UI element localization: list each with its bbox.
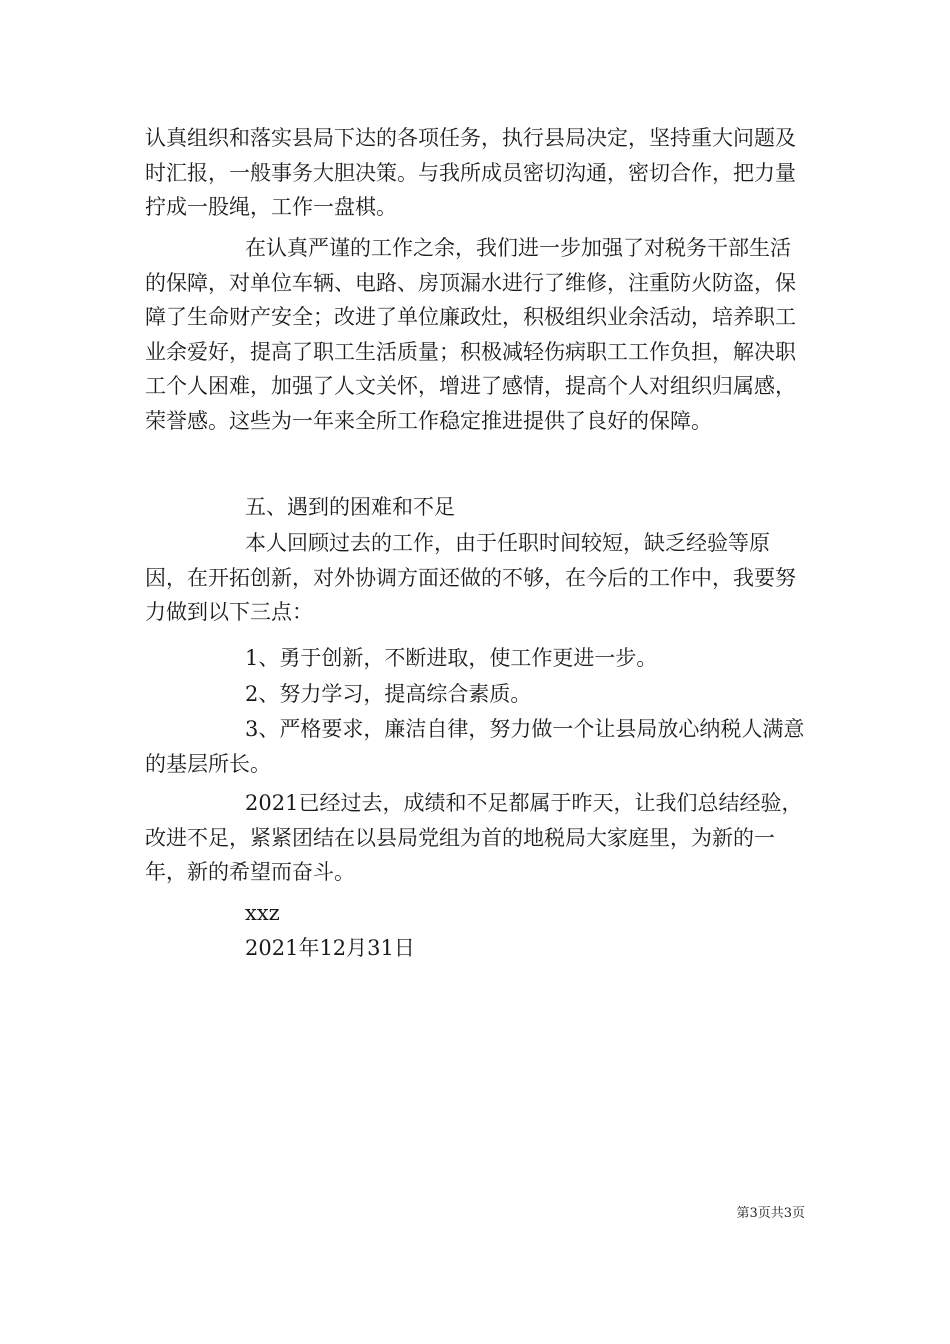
paragraph-closing: 2021已经过去，成绩和不足都属于昨天，让我们总结经验，改进不足，紧紧团结在以县局党组为首的地税局大家庭里，为新的一年，新的希望而奋斗。 [145, 791, 803, 884]
list-item-study: 2、努力学习，提高综合素质。 [245, 682, 532, 706]
paragraph-tasks: 认真组织和落实县局下达的各项任务，执行县局决定，坚持重大问题及时汇报，一般事务大胆决策。与我所成员密切沟通，密切合作，把力量拧成一股绳，工作一盘棋。 [145, 126, 796, 219]
paragraph-review: 本人回顾过去的工作，由于任职时间较短，缺乏经验等原因，在开拓创新，对外协调方面还做的不够，在今后的工作中，我要努力做到以下三点： [145, 531, 796, 624]
page-number-footer: 第3页共3页 [736, 1206, 805, 1221]
list-item-innovate: 1、勇于创新，不断进取，使工作更进一步。 [245, 646, 658, 670]
paragraph-staff-welfare: 在认真严谨的工作之余，我们进一步加强了对税务干部生活的保障，对单位车辆、电路、房顶漏水进行了维修，注重防火防盗，保障了生命财产安全；改进了单位廉政灶，积极组织业余活动，培养职工业余爱好，提高了职工生活质量；积极减轻伤病职工工作负担，解决职工个人困难，加强了人文关怀，增进了感情，提高个人对组织归属感，荣誉感。这些为一年来全所工作稳定推进提供了良好的保障。 [145, 236, 796, 433]
signature-date: 2021年12月31日 [245, 936, 415, 960]
list-item-discipline: 3、严格要求，廉洁自律，努力做一个让县局放心纳税人满意的基层所长。 [145, 717, 805, 776]
section-heading-difficulties: 五、遇到的困难和不足 [245, 495, 455, 519]
signature-name: xxz [245, 901, 280, 925]
